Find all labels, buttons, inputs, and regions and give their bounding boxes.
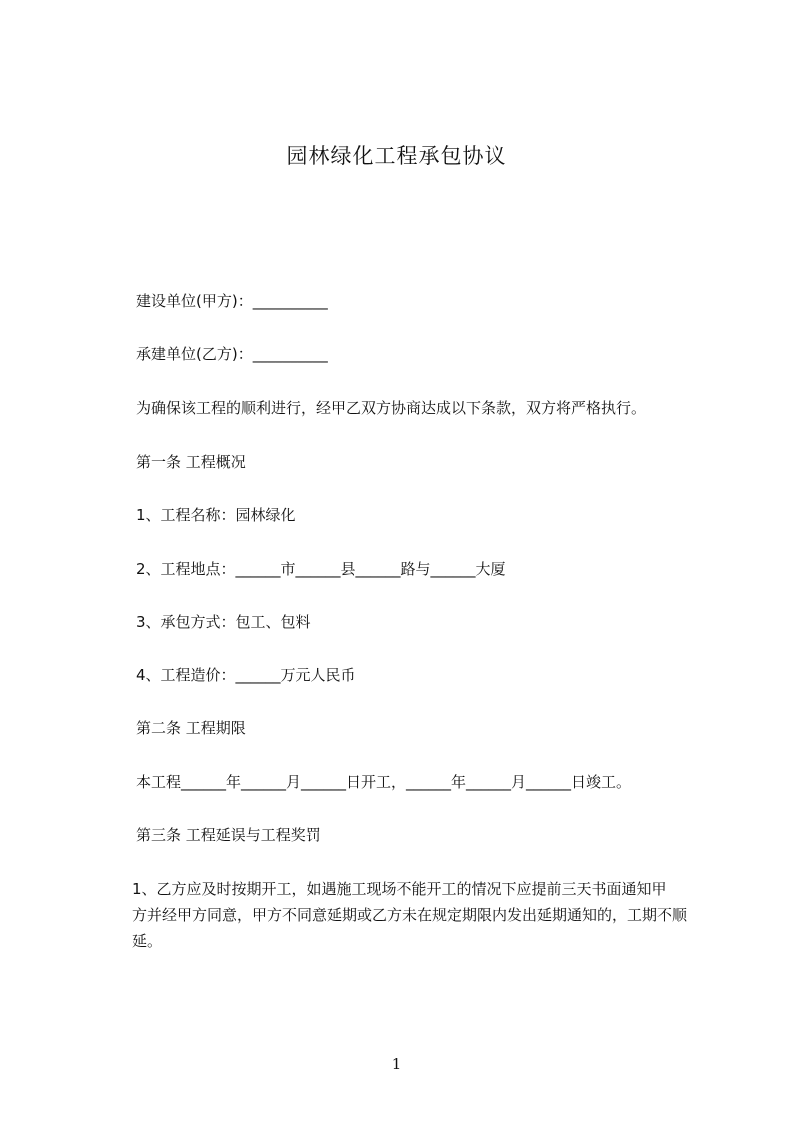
article-3-item-1-line: 1、乙方应及时按期开工，如遇施工现场不能开工的情况下应提前三天书面通知甲 — [132, 880, 667, 898]
intro-paragraph: 为确保该工程的顺利进行，经甲乙双方协商达成以下条款，双方将严格执行。 — [136, 399, 647, 417]
article-3-item-1-line: 方并经甲方同意，甲方不同意延期或乙方未在规定期限内发出延期通知的，工期不顺 — [132, 906, 688, 924]
party-a-line: 建设单位(甲方)：__________ — [136, 292, 328, 310]
article-2-heading: 第二条 工程期限 — [136, 719, 246, 737]
article-3-heading: 第三条 工程延误与工程奖罚 — [136, 826, 321, 844]
document-title: 园林绿化工程承包协议 — [286, 144, 507, 168]
article-1-item-1: 1、工程名称：园林绿化 — [136, 506, 296, 524]
article-3-item-1-line: 延。 — [132, 932, 163, 950]
party-b-line: 承建单位(乙方)：__________ — [136, 345, 328, 363]
article-1-item-2: 2、工程地点：______市______县______路与______大厦 — [136, 560, 506, 578]
article-3-item-1 — [132, 876, 692, 954]
article-2-text: 本工程______年______月______日开工，______年______月______日竣工。 — [136, 773, 632, 791]
article-1-heading: 第一条 工程概况 — [136, 453, 246, 471]
page-number: 1 — [391, 1055, 402, 1073]
article-1-item-4: 4、工程造价：______万元人民币 — [136, 666, 356, 684]
article-1-item-3: 3、承包方式：包工、包料 — [136, 613, 311, 631]
